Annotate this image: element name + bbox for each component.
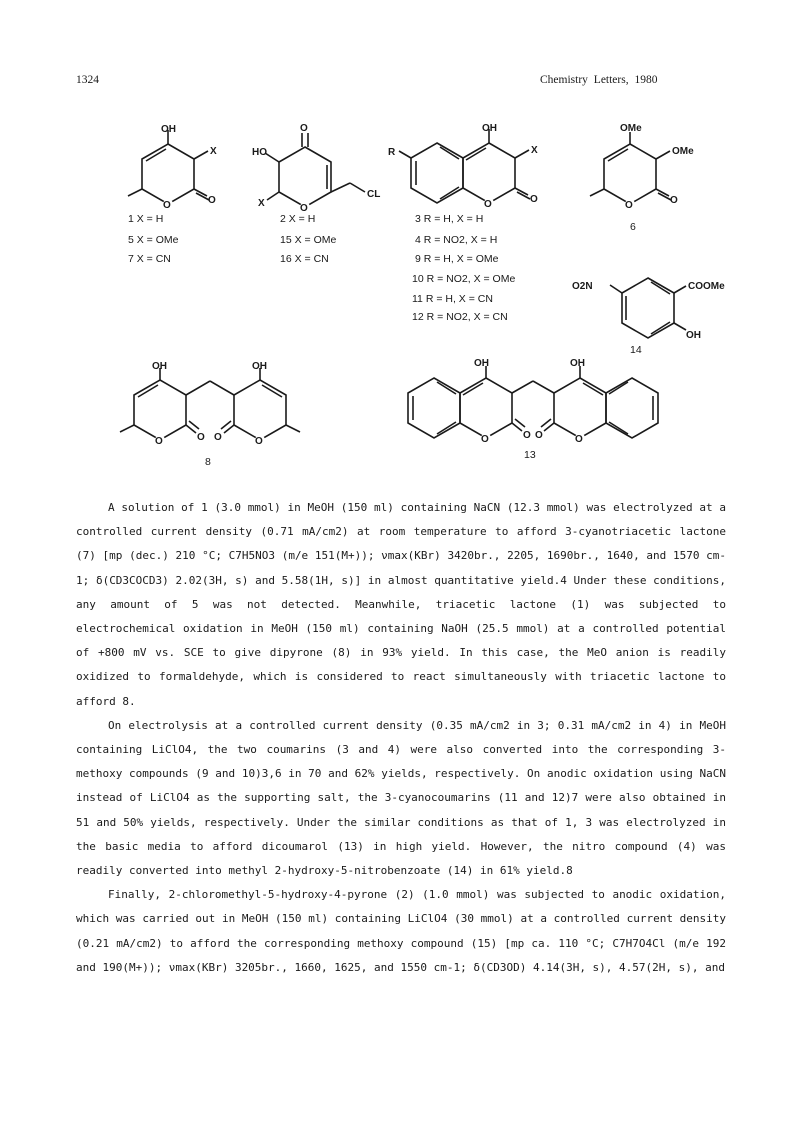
svg-text:O: O xyxy=(575,434,583,445)
c1-label: 1 X = H xyxy=(128,213,164,225)
svg-text:O: O xyxy=(530,194,538,205)
c8-label: 8 xyxy=(205,456,211,468)
paragraph-2: On electrolysis at a controlled current density (0.35 mA/cm2 in 3; 0.31 mA/cm2 in 4) in MeOH containing LiClO4, the two coumarins (3 and 4) were also converted into the corresponding 3-methoxy compounds (9 and 10)3,6 in 70 and 62% yields, respectively. On anodic oxidation using NaCN instead of LiClO4 as the supporting salt, the 3-cyanocoumarins (11 and 12)7 were also obtained in 51 and 50% yields, respectively. Under the similar conditions as that of 1, 3 was electrolyzed in the basic media to afford dicoumarol (13) in high yield. However, the nitro compound (4) was readily converted into methyl 2-hydroxy-5-nitrobenzoate (14) in 61% yield.8 xyxy=(76,718,726,878)
c7-label: 7 X = CN xyxy=(128,253,171,265)
svg-text:O: O xyxy=(155,436,163,447)
c9-label: 9 R = H, X = OMe xyxy=(415,253,499,265)
structure-13 xyxy=(408,358,658,461)
structure-3 xyxy=(388,123,538,323)
c3-atom-x: X xyxy=(531,145,538,156)
c2-atom-o: O xyxy=(300,123,308,134)
c15-label: 15 X = OMe xyxy=(280,234,337,246)
svg-text:O: O xyxy=(214,432,222,443)
svg-text:O: O xyxy=(481,434,489,445)
c6-atom-ome-1: OMe xyxy=(620,123,642,134)
c14-atom-oh: OH xyxy=(686,330,701,341)
svg-text:O: O xyxy=(535,430,543,441)
structure-1 xyxy=(128,124,217,265)
c2-atom-x: X xyxy=(258,198,265,209)
svg-text:O: O xyxy=(255,436,263,447)
chemical-structures-figure xyxy=(0,0,793,480)
c13-label: 13 xyxy=(524,449,536,461)
svg-text:O: O xyxy=(523,430,531,441)
article-body xyxy=(76,496,726,980)
structure-2 xyxy=(252,123,380,265)
structure-14 xyxy=(572,278,725,356)
svg-text:O: O xyxy=(197,432,205,443)
structure-6 xyxy=(590,123,694,233)
c2-label: 2 X = H xyxy=(280,213,316,225)
structure-8 xyxy=(120,361,300,468)
svg-text:O: O xyxy=(670,195,678,206)
c11-label: 11 R = H, X = CN xyxy=(412,293,493,305)
c10-label: 10 R = NO2, X = OMe xyxy=(412,273,516,285)
journal-header: Chemistry Letters, 1980 xyxy=(540,74,658,86)
c13-atom-oh-1: OH xyxy=(474,358,489,369)
c6-atom-ome-2: OMe xyxy=(672,146,694,157)
svg-text:O: O xyxy=(208,195,216,206)
c13-atom-oh-2: OH xyxy=(570,358,585,369)
svg-text:O: O xyxy=(484,199,492,210)
svg-text:O: O xyxy=(300,203,308,214)
page-number: 1324 xyxy=(76,74,99,86)
c2-atom-cl: CL xyxy=(367,189,381,200)
c16-label: 16 X = CN xyxy=(280,253,329,265)
c4-label: 4 R = NO2, X = H xyxy=(415,234,498,246)
c1-atom-x: X xyxy=(210,146,217,157)
c14-label: 14 xyxy=(630,344,642,356)
svg-text:O: O xyxy=(163,200,171,211)
c12-label: 12 R = NO2, X = CN xyxy=(412,311,508,323)
c3-atom-oh: OH xyxy=(482,123,497,134)
c5-label: 5 X = OMe xyxy=(128,234,179,246)
c8-atom-oh-2: OH xyxy=(252,361,267,372)
paragraph-1: A solution of 1 (3.0 mmol) in MeOH (150 ml) containing NaCN (12.3 mmol) was electrolyzed at a controlled current density (0.71 mA/cm2) at room temperature to afford 3-cyanotriacetic lactone (7) [mp (dec.) 210 °C; C7H5NO3 (m/e 151(M+)); νmax(KBr) 3420br., 2205, 1690br., 1640, and 1570 cm-1; δ(CD3COCD3) 2.02(3H, s) and 5.58(1H, s)] in almost quantitative yield.4 Under these conditions, any amount of 5 was not detected. Meanwhile, triacetic lactone (1) was subjected to electrochemical oxidation in MeOH (150 ml) containing NaOH (25.5 mmol) at a controlled potential of +800 mV vs. SCE to give dipyrone (8) in 93% yield. In this case, the MeO anion is readily oxidized to formaldehyde, which is considered to react simultaneously with triacetic lactone to afford 8. xyxy=(76,501,726,708)
paragraph-3: Finally, 2-chloromethyl-5-hydroxy-4-pyrone (2) (1.0 mmol) was subjected to anodic oxidation, which was carried out in MeOH (150 ml) containing LiClO4 (30 mmol) at a controlled current density (0.21 mA/cm2) to afford the corresponding methoxy compound (15) [mp ca. 110 °C; C7H7O4Cl (m/e 192 and 190(M+)); νmax(KBr) 3205br., 1660, 1625, and 1550 cm-1; δ(CD3OD) 4.14(3H, s), 4.57(2H, s), and xyxy=(76,888,726,974)
c3-atom-r: R xyxy=(388,147,396,158)
c2-atom-ho: HO xyxy=(252,147,267,158)
c1-atom-oh: OH xyxy=(161,124,176,135)
c14-atom-coome: COOMe xyxy=(688,281,725,292)
c8-atom-oh-1: OH xyxy=(152,361,167,372)
c3-label: 3 R = H, X = H xyxy=(415,213,484,225)
c14-atom-o2n: O2N xyxy=(572,281,593,292)
c6-label: 6 xyxy=(630,221,636,233)
svg-text:O: O xyxy=(625,200,633,211)
